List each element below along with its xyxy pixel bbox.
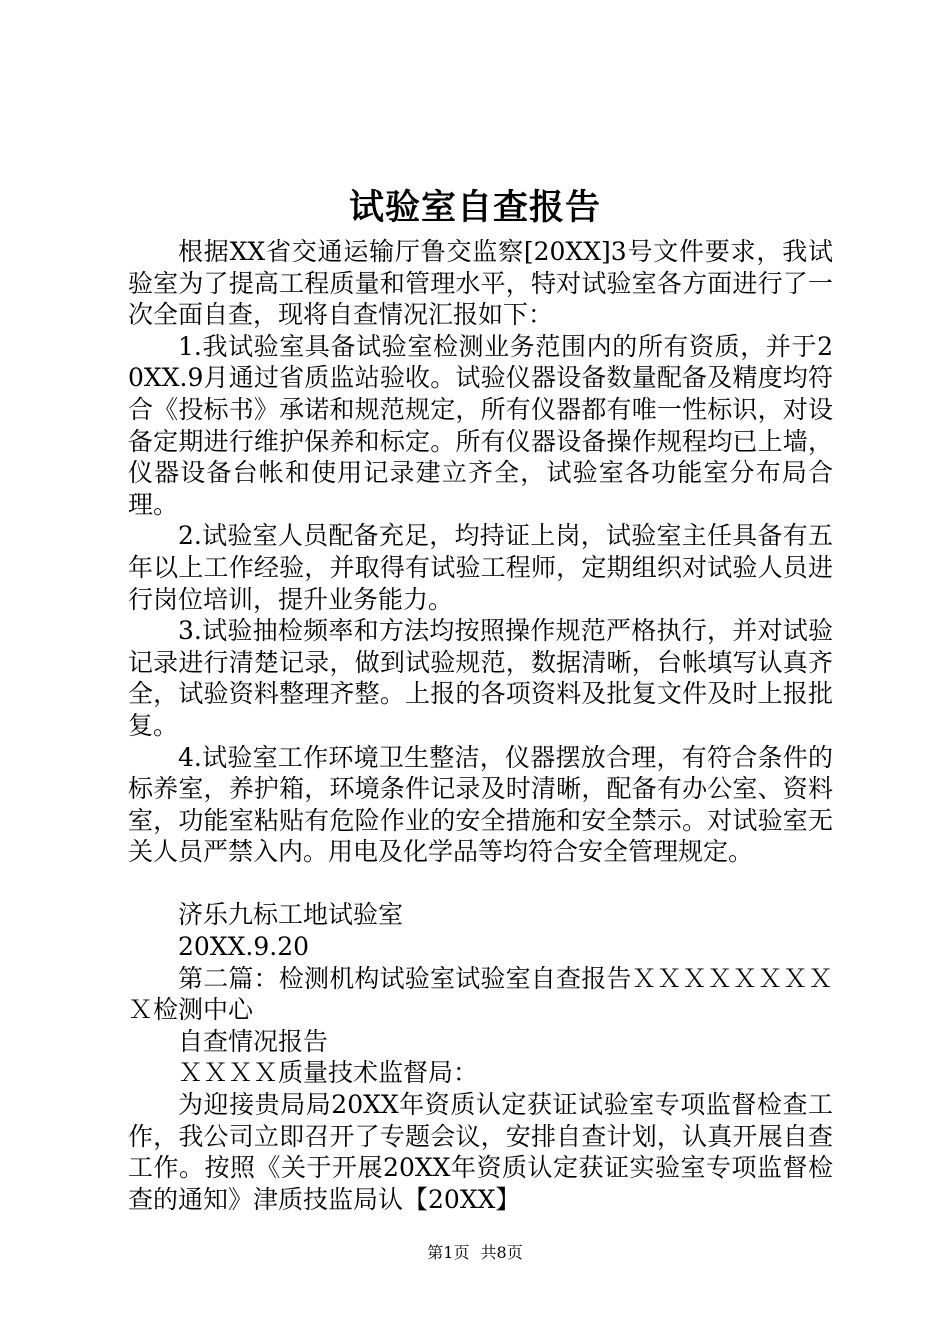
- document-body: [128, 236, 833, 1215]
- signature-date: 20XX.9.20: [178, 932, 310, 962]
- second-article-addressee: ＸＸＸＸ质量技术监督局：: [178, 1058, 479, 1088]
- page-total: 共8页: [480, 1243, 523, 1262]
- paragraph-item-1: 1.我试验室具备试验室检测业务范围内的所有资质，并于20XX.9月通过省质监站验收。试验仪器设备数量配备及精度均符合《投标书》承诺和规范规定，所有仪器都有唯一性标识，对设备定期进行维护保养和标定。所有仪器设备操作规程均已上墙，仪器设备台帐和使用记录建立齐全，试验室各功能室分布局合理。: [128, 331, 833, 519]
- page-footer: [0, 1242, 950, 1264]
- paragraph-intro: 根据XX省交通运输厅鲁交监察[20XX]3号文件要求，我试验室为了提高工程质量和管理水平，特对试验室各方面进行了一次全面自查，现将自查情况汇报如下：: [128, 237, 833, 330]
- paragraph-item-2: 2.试验室人员配备充足，均持证上岗，试验室主任具备有五年以上工作经验，并取得有试验工程师，定期组织对试验人员进行岗位培训，提升业务能力。: [128, 521, 833, 614]
- page-number: 第1页: [427, 1243, 470, 1262]
- paragraph-item-4: 4.试验室工作环境卫生整洁，仪器摆放合理，有符合条件的标养室，养护箱，环境条件记录及时清晰，配备有办公室、资料室，功能室粘贴有危险作业的安全措施和安全禁示。对试验室无关人员严禁入内。用电及化学品等均符合安全管理规定。: [128, 742, 833, 867]
- blank-line: [128, 868, 833, 900]
- document-title: 试验室自查报告: [348, 187, 601, 228]
- second-article-heading: 第二篇：检测机构试验室试验室自查报告ＸＸＸＸＸＸＸＸＸ检测中心: [128, 963, 833, 1025]
- second-article-body: 为迎接贵局局20XX年资质认定获证试验室专项监督检查工作，我公司立即召开了专题会议，安排自查计划，认真开展自查工作。按照《关于开展20XX年资质认定获证实验室专项监督检查的通知》津质技监局认【20XX】: [128, 1090, 833, 1214]
- signature-organization: 济乐九标工地试验室: [178, 900, 404, 930]
- paragraph-item-3: 3.试验抽检频率和方法均按照操作规范严格执行，并对试验记录进行清楚记录，做到试验规范，数据清晰，台帐填写认真齐全，试验资料整理齐整。上报的各项资料及批复文件及时上报批复。: [128, 616, 833, 740]
- second-article-subtitle: 自查情况报告: [178, 1026, 329, 1056]
